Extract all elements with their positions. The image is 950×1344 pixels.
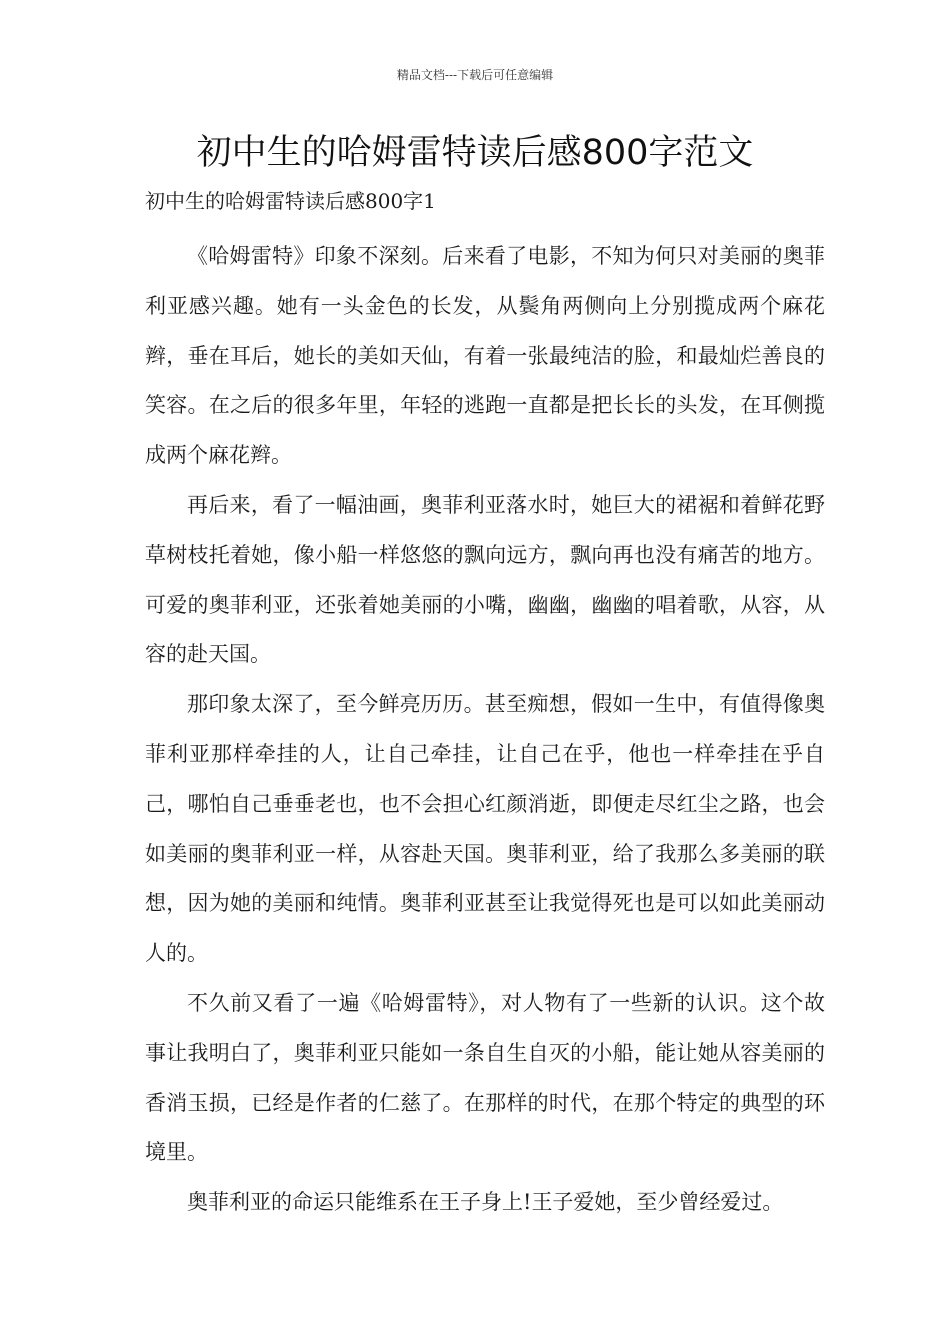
paragraph-4: 不久前又看了一遍《哈姆雷特》，对人物有了一些新的认识。这个故事让我明白了，奥菲利亚只能如一条自生自灭的小船，能让她从容美丽的香消玉损，已经是作者的仁慈了。在那样的时代，在那个特定的典型的环境里。 bbox=[145, 990, 825, 1165]
document-subtitle: 初中生的哈姆雷特读后感800字1 bbox=[145, 189, 436, 213]
paragraph-2: 再后来，看了一幅油画，奥菲利亚落水时，她巨大的裙裾和着鲜花野草树枝托着她，像小船一样悠悠的飘向远方，飘向再也没有痛苦的地方。可爱的奥菲利亚，还张着她美丽的小嘴，幽幽，幽幽的唱着歌，从容，从容的赴天国。 bbox=[145, 492, 825, 667]
paragraph-5: 奥菲利亚的命运只能维系在王子身上!王子爱她，至少曾经爱过。 bbox=[187, 1190, 784, 1215]
document-body bbox=[145, 232, 825, 1228]
paragraph-1: 《哈姆雷特》印象不深刻。后来看了电影，不知为何只对美丽的奥菲利亚感兴趣。她有一头金色的长发，从鬓角两侧向上分别揽成两个麻花辫，垂在耳后，她长的美如天仙，有着一张最纯洁的脸，和最灿烂善良的笑容。在之后的很多年里，年轻的逃跑一直都是把长长的头发，在耳侧揽成两个麻花辫。 bbox=[145, 244, 825, 468]
document-title: 初中生的哈姆雷特读后感800字范文 bbox=[196, 133, 754, 173]
header-watermark: 精品文档---下载后可任意编辑 bbox=[396, 68, 554, 82]
paragraph-3: 那印象太深了，至今鲜亮历历。甚至痴想，假如一生中，有值得像奥菲利亚那样牵挂的人，让自己牵挂，让自己在乎，他也一样牵挂在乎自己，哪怕自己垂垂老也，也不会担心红颜消逝，即便走尽红尘之路，也会如美丽的奥菲利亚一样，从容赴天国。奥菲利亚，给了我那么多美丽的联想，因为她的美丽和纯情。奥菲利亚甚至让我觉得死也是可以如此美丽动人的。 bbox=[145, 692, 825, 966]
